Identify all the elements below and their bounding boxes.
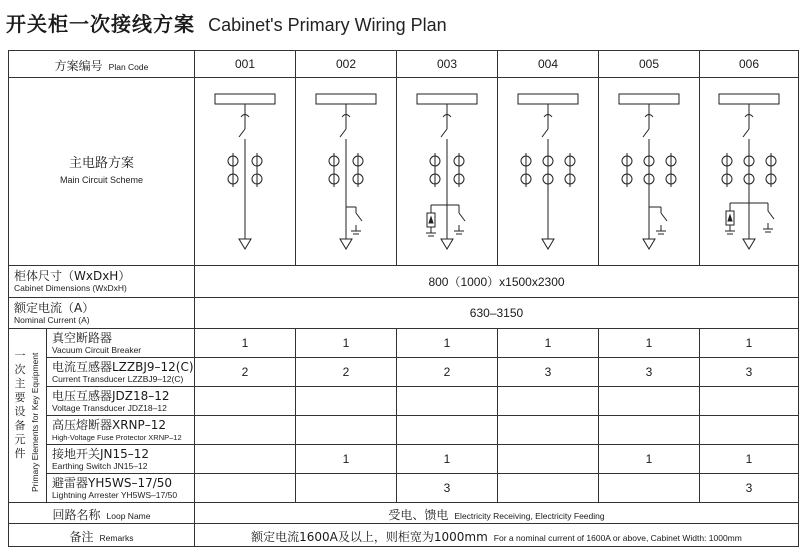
equipment-qty xyxy=(498,387,599,416)
equipment-qty xyxy=(599,474,700,503)
plan-code-003: 003 xyxy=(397,51,498,78)
scheme-006 xyxy=(700,78,799,266)
lightning-arrester-icon xyxy=(725,203,749,234)
cable-terminal-icon xyxy=(542,239,554,249)
equipment-name: 接地开关JN15–12 Earthing Switch JN15–12 xyxy=(47,445,195,474)
equipment-qty xyxy=(397,387,498,416)
plan-code-label-zh: 方案编号 xyxy=(54,58,103,73)
equipment-qty xyxy=(296,416,397,445)
busbar-icon xyxy=(316,94,376,104)
equipment-name: 真空断路器 Vacuum Circuit Breaker xyxy=(47,329,195,358)
equipment-name: 电压互感器JDZ18–12 Voltage Transducer JDZ18–12 xyxy=(47,387,195,416)
cable-terminal-icon xyxy=(743,239,755,249)
title-en: Cabinet's Primary Wiring Plan xyxy=(208,15,447,35)
plan-code-label-en: Plan Code xyxy=(108,61,149,72)
equipment-group-zh: 一 次 主 要 设 备 元 件 xyxy=(14,349,26,460)
scheme-001-diagram xyxy=(195,79,295,265)
earthing-switch-icon xyxy=(649,207,667,234)
equipment-qty: 3 xyxy=(700,358,799,387)
cable-terminal-icon xyxy=(441,239,453,249)
equipment-name: 高压熔断器XRNP–12 High-Voltage Fuse Protector XRNP–12 xyxy=(47,416,195,445)
equipment-qty: 2 xyxy=(195,358,296,387)
plan-code-label xyxy=(9,51,195,78)
scheme-003-diagram xyxy=(397,79,497,265)
scheme-label-en: Main Circuit Scheme xyxy=(59,175,144,185)
equipment-qty xyxy=(700,387,799,416)
equipment-qty: 2 xyxy=(397,358,498,387)
dimensions-label xyxy=(9,266,195,298)
cable-terminal-icon xyxy=(239,239,251,249)
scheme-004 xyxy=(498,78,599,266)
plan-code-row xyxy=(9,51,799,78)
equipment-qty: 3 xyxy=(700,474,799,503)
scheme-003 xyxy=(397,78,498,266)
lightning-arrester-icon xyxy=(426,205,447,236)
busbar-icon xyxy=(719,94,779,104)
dimensions-label-zh: 柜体尺寸（WxDxH） xyxy=(14,269,131,283)
loop-row xyxy=(9,503,799,524)
current-value: 630–3150 xyxy=(195,298,799,329)
loop-label: 回路名称 Loop Name xyxy=(9,503,195,524)
equipment-qty: 1 xyxy=(599,329,700,358)
equipment-qty xyxy=(700,416,799,445)
equipment-qty xyxy=(195,474,296,503)
plan-code-004: 004 xyxy=(498,51,599,78)
equipment-qty xyxy=(599,387,700,416)
equipment-qty: 1 xyxy=(296,445,397,474)
equipment-qty: 1 xyxy=(397,445,498,474)
scheme-001 xyxy=(195,78,296,266)
equipment-qty: 3 xyxy=(397,474,498,503)
equipment-row xyxy=(9,329,799,358)
remarks-label: 备注 Remarks xyxy=(9,524,195,547)
scheme-002-diagram xyxy=(296,79,396,265)
remarks-value: 额定电流1600A及以上，则柜宽为1000mm For a nominal current of 1600A or above, Cabinet Width: 1000mm xyxy=(195,524,799,547)
equipment-qty: 2 xyxy=(296,358,397,387)
dimensions-value: 800（1000）x1500x2300 xyxy=(195,266,799,298)
equipment-row xyxy=(9,387,799,416)
equipment-qty: 1 xyxy=(599,445,700,474)
busbar-icon xyxy=(215,94,275,104)
current-label xyxy=(9,298,195,329)
dimensions-label-en: Cabinet Dimensions (WxDxH) xyxy=(14,283,127,293)
equipment-name: 避雷器YH5WS–17/50 Lightning Arrester YH5WS–17/50 xyxy=(47,474,195,503)
equipment-qty: 1 xyxy=(498,329,599,358)
equipment-qty: 3 xyxy=(599,358,700,387)
equipment-qty xyxy=(397,416,498,445)
equipment-qty xyxy=(195,416,296,445)
scheme-006-diagram xyxy=(700,79,798,265)
scheme-row xyxy=(9,78,799,266)
scheme-005-diagram xyxy=(599,79,699,265)
plan-code-005: 005 xyxy=(599,51,700,78)
equipment-qty: 3 xyxy=(498,358,599,387)
plan-code-001: 001 xyxy=(195,51,296,78)
scheme-label-zh: 主电路方案 xyxy=(68,156,134,171)
cable-terminal-icon xyxy=(643,239,655,249)
plan-code-002: 002 xyxy=(296,51,397,78)
equipment-qty xyxy=(599,416,700,445)
current-label-zh: 额定电流（A） xyxy=(14,300,95,315)
equipment-qty: 1 xyxy=(296,329,397,358)
busbar-icon xyxy=(417,94,477,104)
earthing-switch-icon xyxy=(447,205,465,234)
equipment-qty xyxy=(498,445,599,474)
equipment-group-label xyxy=(9,329,47,503)
scheme-label xyxy=(9,78,195,266)
cable-terminal-icon xyxy=(340,239,352,249)
title-zh: 开关柜一次接线方案 xyxy=(6,12,195,36)
equipment-row xyxy=(9,474,799,503)
equipment-qty xyxy=(195,445,296,474)
equipment-row xyxy=(9,416,799,445)
equipment-qty: 1 xyxy=(700,329,799,358)
remarks-row xyxy=(9,524,799,547)
equipment-qty: 1 xyxy=(700,445,799,474)
loop-value: 受电、馈电 Electricity Receiving, Electricity Feeding xyxy=(195,503,799,524)
earthing-switch-icon xyxy=(346,207,362,234)
equipment-qty xyxy=(498,474,599,503)
equipment-row xyxy=(9,445,799,474)
equipment-name: 电流互感器LZZBJ9–12(C) Current Transducer LZZBJ9–12(C) xyxy=(47,358,195,387)
equipment-group-en: Primary Elements for Key Equipment xyxy=(30,352,40,492)
wiring-plan-table xyxy=(8,50,799,547)
equipment-qty xyxy=(296,474,397,503)
current-label-en: Nominal Current (A) xyxy=(14,314,90,325)
earthing-switch-icon xyxy=(749,203,774,232)
scheme-005 xyxy=(599,78,700,266)
equipment-qty xyxy=(195,387,296,416)
busbar-icon xyxy=(619,94,679,104)
equipment-qty: 1 xyxy=(195,329,296,358)
busbar-icon xyxy=(518,94,578,104)
equipment-qty xyxy=(498,416,599,445)
plan-code-006: 006 xyxy=(700,51,799,78)
equipment-qty xyxy=(296,387,397,416)
current-row xyxy=(9,298,799,329)
dimensions-row xyxy=(9,266,799,298)
page-title xyxy=(6,8,447,36)
scheme-002 xyxy=(296,78,397,266)
equipment-qty: 1 xyxy=(397,329,498,358)
scheme-004-diagram xyxy=(498,79,598,265)
equipment-row xyxy=(9,358,799,387)
